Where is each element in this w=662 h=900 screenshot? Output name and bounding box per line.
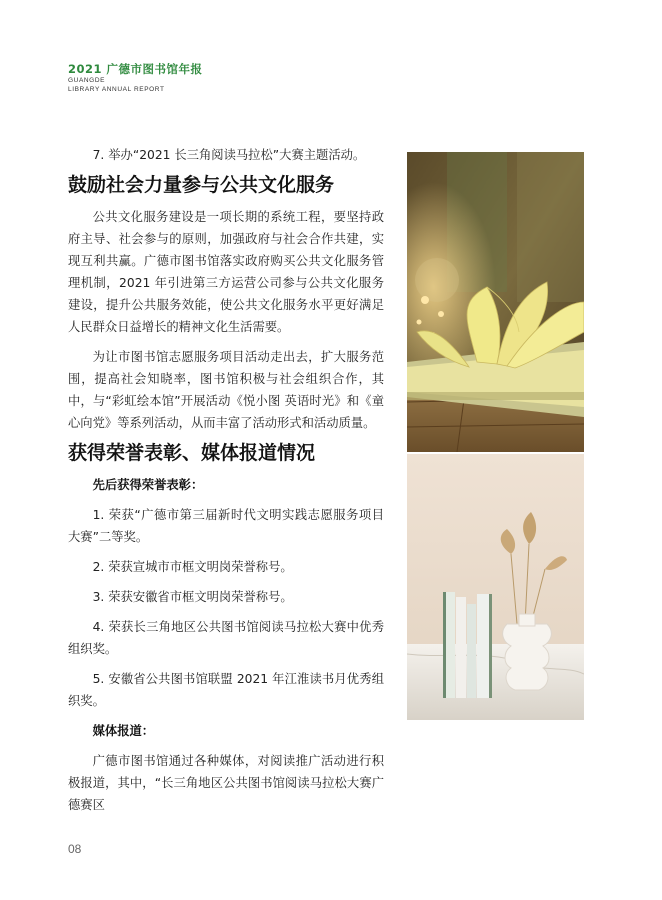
report-subtitle-line1: GUANGDE bbox=[68, 77, 106, 84]
honor-item-2: 2. 荣获宣城市市框文明岗荣誉称号。 bbox=[92, 560, 293, 574]
report-title: 2021 广德市图书馆年报 bbox=[68, 62, 203, 76]
section-heading-honors-media: 获得荣誉表彰、媒体报道情况 bbox=[68, 442, 316, 464]
honor-item-1: 1. 荣获“广德市第三届新时代文明实践志愿服务项目大赛”二等奖。 bbox=[68, 508, 384, 544]
honor-item-5: 5. 安徽省公共图书馆联盟 2021 年江淮读书月优秀组织奖。 bbox=[68, 672, 384, 708]
paragraph-volunteer-service: 为让市图书馆志愿服务项目活动走出去，扩大服务范围，提高社会知晓率，图书馆积极与社会组织合作，其中，与“彩虹绘本馆”开展活动《悦小图 英语时光》和《童心向党》等系列活动，从而丰富了活动形式和活动质量。 bbox=[68, 350, 384, 430]
list-item-7: 7. 举办“2021 长三角阅读马拉松”大赛主题活动。 bbox=[92, 148, 366, 162]
photo-open-book bbox=[407, 152, 584, 452]
page-number: 08 bbox=[68, 842, 82, 856]
paragraph-media-report: 广德市图书馆通过各种媒体，对阅读推广活动进行积极报道，其中，“长三角地区公共图书馆阅读马拉松大赛广德赛区 bbox=[68, 754, 384, 812]
honor-item-3: 3. 荣获安徽省市框文明岗荣誉称号。 bbox=[92, 590, 293, 604]
report-subtitle-line2: LIBRARY ANNUAL REPORT bbox=[68, 86, 165, 93]
paragraph-public-culture: 公共文化服务建设是一项长期的系统工程，要坚持政府主导、社会参与的原则，加强政府与社会合作共建，实现互利共赢。广德市图书馆落实政府购买公共文化服务管理机制，2021 年引进第三方运营公司参与公共文化服务建设，提升公共服务效能，使公共文化服务水平更好满足人民群众日益增长的精神文化生活需要。 bbox=[68, 210, 384, 334]
report-header bbox=[68, 62, 203, 94]
section-heading-social-forces: 鼓励社会力量参与公共文化服务 bbox=[68, 174, 335, 196]
honor-item-4: 4. 荣获长三角地区公共图书馆阅读马拉松大赛中优秀组织奖。 bbox=[68, 620, 384, 656]
main-text-column bbox=[68, 144, 384, 816]
honors-label: 先后获得荣誉表彰： bbox=[92, 478, 204, 492]
media-label: 媒体报道： bbox=[92, 724, 155, 738]
photo-books-vase bbox=[407, 454, 584, 720]
